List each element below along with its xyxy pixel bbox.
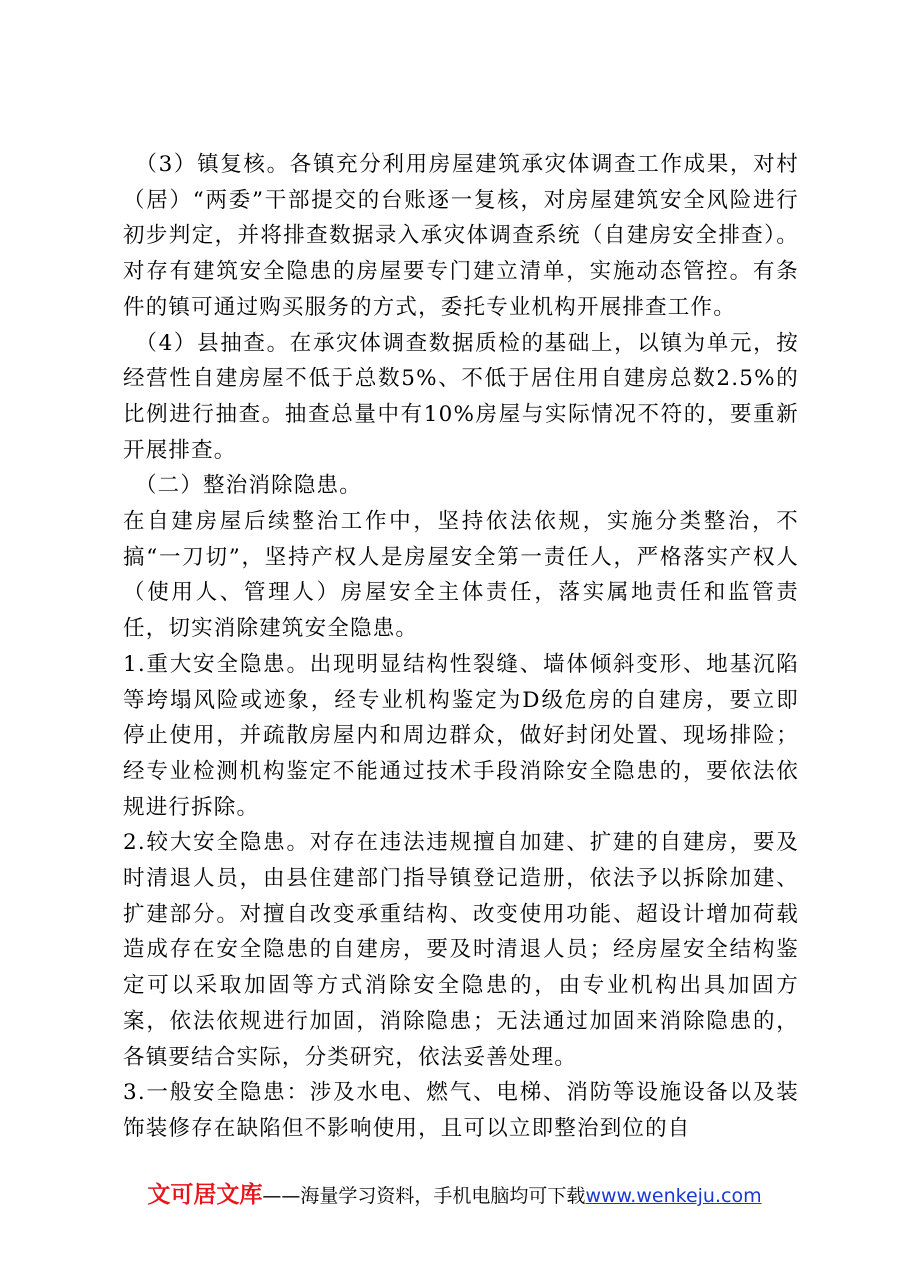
footer-url-link[interactable]: www.wenkeju.com	[585, 1185, 762, 1207]
section-heading-rectification: （二）整治消除隐患。	[123, 473, 362, 499]
paragraph-rectification-intro: 在自建房屋后续整治工作中，坚持依法依规，实施分类整治，不搞“一刀切”，坚持产权人是房屋安全第一责任人，严格落实产权人（使用人、管理人）房屋安全主体责任，落实属地责任和监管责任，切实消除建筑安全隐患。	[123, 509, 799, 642]
footer-banner	[0, 1180, 909, 1211]
footer-slogan: ——海量学习资料，手机电脑均可下载	[262, 1185, 586, 1207]
paragraph-town-review: （3）镇复核。各镇充分利用房屋建筑承灾体调查工作成果，对村（居）“两委”干部提交的台账逐一复核，对房屋建筑安全风险进行初步判定，并将排查数据录入承灾体调查系统（自建房安全排查）。对存有建筑安全隐患的房屋要专门建立清单，实施动态管控。有条件的镇可通过购买服务的方式，委托专业机构开展排查工作。	[123, 152, 799, 320]
paragraph-county-spot-check: （4）县抽查。在承灾体调查数据质检的基础上，以镇为单元，按经营性自建房屋不低于总数5%、不低于居住用自建房总数2.5%的比例进行抽查。抽查总量中有10%房屋与实际情况不符的，要重新开展排查。	[123, 330, 799, 463]
paragraph-significant-hazard: 2.较大安全隐患。对存在违法违规擅自加建、扩建的自建房，要及时清退人员，由县住建部门指导镇登记造册，依法予以拆除加建、扩建部分。对擅自改变承重结构、改变使用功能、超设计增加荷载造成存在安全隐患的自建房，要及时清退人员；经房屋安全结构鉴定可以采取加固等方式消除安全隐患的，由专业机构出具加固方案，依法依规进行加固，消除隐患；无法通过加固来消除隐患的，各镇要结合实际，分类研究，依法妥善处理。	[123, 830, 799, 1070]
footer-brand: 文可居文库	[147, 1182, 263, 1208]
paragraph-major-hazard: 1.重大安全隐患。出现明显结构性裂缝、墙体倾斜变形、地基沉陷等垮塌风险或迹象，经专业机构鉴定为D级危房的自建房，要立即停止使用，并疏散房屋内和周边群众，做好封闭处置、现场排险；经专业检测机构鉴定不能通过技术手段消除安全隐患的，要依法依规进行拆除。	[123, 651, 799, 820]
paragraph-general-hazard: 3.一般安全隐患：涉及水电、燃气、电梯、消防等设施设备以及装饰装修存在缺陷但不影响使用，且可以立即整治到位的自	[123, 1080, 799, 1141]
document-body	[123, 147, 799, 1147]
